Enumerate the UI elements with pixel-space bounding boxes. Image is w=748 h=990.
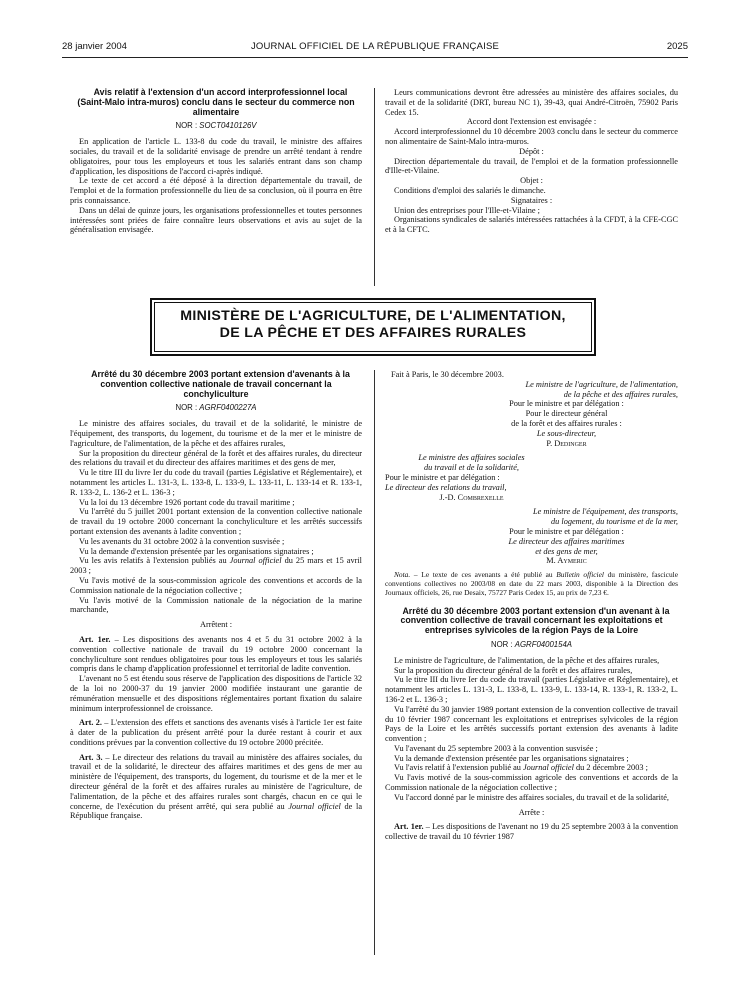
visa: Sur la proposition du directeur général de la forêt et des affaires rurales, du directeur des relations du travail et du directeur des affaires maritimes et des gens de mer, [70, 448, 362, 468]
avis-paragraph: Organisations syndicales de salariés intéressées rattachées à la CFDT, à la CFE-CGC et à la CFTC. [385, 215, 678, 235]
arrete1-title: Arrêté du 30 décembre 2003 portant extension d'avenants à la convention collective nationale de travail concernant la conchyliculture [91, 369, 350, 399]
avis-left-column [70, 88, 362, 235]
avis-paragraph: En application de l'article L. 133-8 du code du travail, le ministre des affaires sociales, du travail et de la solidarité envisage de prendre un arrêté tendant à rendre obligatoires, pour tous les employeurs et tous les salariés entrant dans son champ d'application, les dispositions de l'accord ci-après indiqué. [70, 137, 362, 176]
visa: Vu la demande d'extension présentée par les organisations signataires ; [394, 753, 629, 763]
delegation: Pour le ministre et par délégation : [509, 399, 624, 409]
avis-paragraph: Accord interprofessionnel du 10 décembre 2003 conclu dans le secteur du commerce non alimentaire de Saint-Malo intra-muros. [385, 127, 678, 146]
ministry-line: MINISTÈRE DE L'AGRICULTURE, DE L'ALIMENTATION, [180, 308, 566, 324]
visa: Le ministre des affaires sociales, du travail et de la solidarité, le ministre de l'équipement, des transports, du logement, du tourisme et de la mer et le ministre de l'agriculture, de l'alimentation, de la pêche et des affaires rurales, [70, 419, 362, 448]
arrete-heading: Arrête : [518, 807, 545, 817]
article-3: Art. 3. – Le directeur des relations du travail au ministère des affaires sociales, du travail et de la solidarité, le directeur des affaires maritimes et des gens de mer au ministère de l'équipement, des transports, du logement, du tourisme et de la mer et le directeur général de la forêt et des affaires rurales au ministère de l'agriculture, de l'alimentation, de la pêche et des affaires rurales sont chargés, chacun en ce qui le concerne, de l'exécution du présent arrêté, qui sera publié au Journal officiel de la République française. [70, 752, 362, 821]
visa: Sur la proposition du directeur général de la forêt et des affaires rurales, [394, 665, 633, 675]
article-1: Art. 1er. – Les dispositions de l'avenant no 19 du 25 septembre 2003 à la convention collective de travail du 10 février 1987 [385, 822, 678, 842]
arretent-heading: Arrêtent : [199, 620, 233, 630]
arrete1-nor: NOR : AGRF0400227A [175, 403, 257, 413]
avis-heading: Objet : [520, 176, 543, 186]
visa: Vu le titre III du livre Ier du code du travail (parties Législative et Réglementaire), et notamment les articles L. 131-3, L. 133-8, L. 133-9, L. 133-11, L. 133-14 et R. 133-1, R. 133-2, L. 136-2 et L. 136-3 ; [70, 468, 362, 497]
arrete2-title: Arrêté du 30 décembre 2003 portant extension d'un avenant à la convention collective de travail concernant les exploitations et entreprises sylvicoles de la région Pays de la Loire [400, 605, 670, 636]
visa: Vu les avenants du 31 octobre 2002 à la convention susvisée ; [79, 536, 285, 546]
signatures-column [385, 370, 678, 842]
signatory-title: Le directeur des affaires maritimes [508, 536, 625, 546]
visa: Vu les avis relatifs à l'extension publiés au Journal officiel du 25 mars et 15 avril 2003 ; [70, 556, 362, 576]
journal-title: JOURNAL OFFICIEL DE LA RÉPUBLIQUE FRANÇAISE [250, 41, 500, 52]
header-date: 28 janvier 2004 [62, 41, 127, 52]
delegation: Pour le ministre et par délégation : [509, 526, 624, 536]
avis-right-column [385, 88, 678, 235]
visa: Vu l'avenant du 25 septembre 2003 à la convention susvisée ; [394, 743, 598, 753]
signatory-title: Le ministre des affaires sociales [418, 453, 525, 463]
fait-a-paris: Fait à Paris, le 30 décembre 2003. [391, 370, 504, 379]
ministry-line: DE LA PÊCHE ET DES AFFAIRES RURALES [219, 325, 527, 341]
delegation: Pour le directeur général [525, 409, 608, 419]
signatory-title: Le ministre de l'équipement, des transports, [532, 507, 678, 517]
column-divider [374, 370, 375, 955]
visa: Vu la demande d'extension présentée par les organisations signataires ; [79, 546, 314, 556]
visa: Vu l'accord donné par le ministre des affaires sociales, du travail et de la solidarité, [394, 792, 670, 802]
arrete2-nor: NOR : AGRF0400154A [490, 639, 573, 649]
avis-heading: Accord dont l'extension est envisagée : [466, 117, 597, 127]
visa: Vu l'avis motivé de la sous-commission agricole des conventions et accords de la Commission nationale de la négociation collective ; [385, 773, 678, 793]
column-divider [374, 88, 375, 286]
avis-nor: NOR : SOCT0410126V [175, 121, 257, 131]
visa: Vu l'arrêté du 30 janvier 1989 portant extension de la convention collective de travail du 10 février 1987 concernant les exploitations et entreprises sylvicoles de la région Pays de la Loire et les arrêtés successifs portant extension des avenants à ladite convention ; [385, 704, 678, 744]
delegation: Pour le ministre et par délégation : [385, 472, 500, 482]
signatory-title: Le directeur des relations du travail, [385, 482, 507, 492]
visa: Le ministre de l'agriculture, de l'alimentation, de la pêche et des affaires rurales, [394, 655, 660, 665]
signatory-name: J.-D. Combrexelle [439, 492, 504, 502]
arrete1-column [70, 370, 362, 821]
page-header [62, 41, 688, 55]
visa: Vu le titre III du livre Ier du code du travail (parties Législative et Réglementaire), et notamment les articles L. 131-3, L. 133-8, L. 133-9, L. 133-14, R. 133-1, R. 133-2, L. 136-2 et L. 136-3 ; [385, 675, 678, 704]
avis-paragraph: Direction départementale du travail, de l'emploi et de la formation professionnelle d'Ille-et-Vilaine. [385, 156, 678, 176]
signatory-title: Le sous-directeur, [536, 428, 597, 438]
signatory-title: du travail et de la solidarité, [424, 463, 519, 473]
avis-paragraph: Le texte de cet accord a été déposé à la direction départementale du travail, de l'emploi et de la formation professionnelle du lieu de sa conclusion, où il pourra en être pris connaissance. [70, 176, 362, 205]
signatory-title: et des gens de mer, [535, 546, 598, 556]
avis-paragraph: Conditions d'emploi des salariés le dimanche. [394, 185, 546, 195]
visa: Vu l'avis motivé de la Commission nationale de la négociation de la marine marchande, [70, 595, 362, 615]
signatory-title: Le ministre de l'agriculture, de l'alimentation, [525, 379, 678, 389]
avis-heading: Dépôt : [519, 146, 544, 156]
header-rule [62, 57, 688, 58]
nota: Nota. – Le texte de ces avenants a été publié au Bulletin officiel du ministère, fascicule conventions collectives no 2003/08 en date du 22 mars 2003, disponible à la Direction des Journaux officiels, 26, rue Desaix, 75727 Paris Cedex 15, au prix de 7,23 €. [385, 570, 678, 597]
visa: Vu la loi du 13 décembre 1926 portant code du travail maritime ; [79, 497, 295, 507]
article-1: Art. 1er. – Les dispositions des avenants nos 4 et 5 du 31 octobre 2002 à la convention collective nationale de travail du 19 octobre 2000 concernant la conchyliculture sont rendues obligatoires pour tous les employeurs et tous les salariés compris dans le champ d'application professionnel et territorial de ladite convention. [70, 634, 362, 674]
avis-paragraph: Dans un délai de quinze jours, les organisations professionnelles et toutes personnes intéressées sont priées de faire connaître leurs observations et avis au sujet de la généralisation envisagée. [70, 205, 362, 235]
avis-heading: Signataires : [510, 195, 553, 205]
delegation: de la forêt et des affaires rurales : [511, 418, 622, 428]
avis-title: Avis relatif à l'extension d'un accord interprofessionnel local (Saint-Malo intra-muros) conclu dans le secteur du commerce non alimentaire [77, 87, 355, 117]
signatory-name: P. Dedinger [546, 438, 587, 448]
visa: Vu l'avis relatif à l'extension publié au Journal officiel du 2 décembre 2003 ; [394, 763, 648, 773]
visa: Vu l'avis motivé de la sous-commission agricole des conventions et accords de la Commission nationale de la négociation collective ; [70, 575, 362, 595]
ministry-banner [150, 298, 596, 356]
article-2: Art. 2. – L'extension des effets et sanctions des avenants visés à l'article 1er est faite à dater de la publication du présent arrêté pour la durée restant à courir et aux conditions prévues par la convention collective du 19 octobre 2000 précitée. [70, 718, 363, 747]
avis-paragraph: Union des entreprises pour l'Ille-et-Vilaine ; [394, 205, 540, 215]
signatory-title: de la pêche et des affaires rurales, [563, 389, 678, 399]
article-1-para: L'avenant no 5 est étendu sous réserve de l'application des dispositions de l'article 32 de la loi no 2000-37 du 19 janvier 2000 modifiée instaurant une garantie de rémunération mensuelle et des dispositions réglementaires portant fixation du salaire minimum interprofessionnel de croissance. [70, 674, 362, 713]
avis-paragraph: Leurs communications devront être adressées au ministère des affaires sociales, du travail et de la solidarité (DRT, bureau NC 1), 39-43, quai André-Citroën, 75902 Paris Cedex 15. [385, 88, 678, 117]
signatory-name: M. Aymeric [546, 556, 587, 566]
signatory-title: du logement, du tourisme et de la mer, [551, 517, 678, 527]
visa: Vu l'arrêté du 5 juillet 2001 portant extension de la convention collective nationale de travail du 19 octobre 2000 concernant la conchyliculture et les arrêtés successifs portant extension des avenants à ladite convention ; [70, 507, 362, 536]
page-number: 2025 [666, 41, 688, 52]
